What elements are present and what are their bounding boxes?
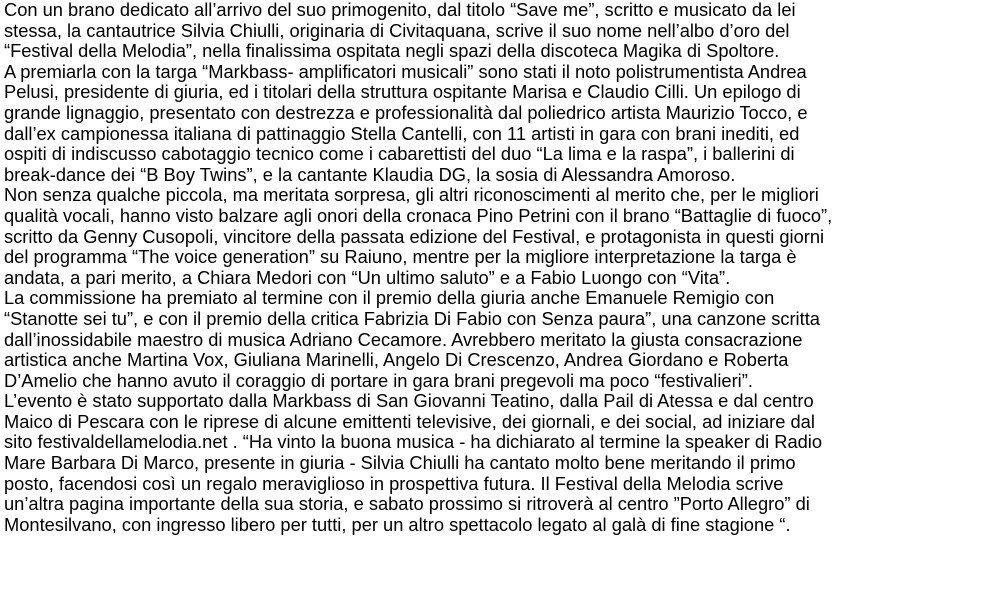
article-body <box>4 0 998 535</box>
article-line: L’evento è stato supportato dalla Markbass di San Giovanni Teatino, dalla Pail di Atessa e dal centro <box>4 390 814 412</box>
article-line: break-dance dei “B Boy Twins”, e la cantante Klaudia DG, la sosia di Alessandra Amoroso. <box>4 163 736 185</box>
article-line: Mare Barbara Di Marco, presente in giuria - Silvia Chiulli ha cantato molto bene meritando il primo <box>4 452 796 474</box>
article-line: posto, facendosi così un regalo meraviglioso in prospettiva futura. Il Festival della Melodia scrive <box>4 472 784 494</box>
article-line: Pelusi, presidente di giuria, ed i titolari della struttura ospitante Marisa e Claudio Cilli. Un epilogo di <box>4 81 801 103</box>
article-line: ospiti di indiscusso cabotaggio tecnico come i cabarettisti del duo “La lima e la raspa”, i ballerini di <box>4 143 795 165</box>
article-line: scritto da Genny Cusopoli, vincitore della passata edizione del Festival, e protagonista in questi giorni <box>4 225 825 247</box>
article-line: “Stanotte sei tu”, e con il premio della critica Fabrizia Di Fabio con Senza paura”, una canzone scritta <box>4 307 820 329</box>
article-line: sito festivaldellamelodia.net . “Ha vinto la buona musica - ha dichiarato al termine la speaker di Radio <box>4 431 823 453</box>
article-line: La commissione ha premiato al termine con il premio della giuria anche Emanuele Remigio con <box>4 287 775 309</box>
article-line: qualità vocali, hanno visto balzare agli onori della cronaca Pino Petrini con il brano “Battaglie di fuoco”, <box>4 204 833 226</box>
article-line: Con un brano dedicato all’arrivo del suo primogenito, dal titolo “Save me”, scritto e musicato da lei <box>4 0 796 20</box>
article-line: Non senza qualche piccola, ma meritata sorpresa, gli altri riconoscimenti al merito che, per le migliori <box>4 184 819 206</box>
article-line: artistica anche Martina Vox, Giuliana Marinelli, Angelo Di Crescenzo, Andrea Giordano e Roberta <box>4 349 789 371</box>
article-line: “Festival della Melodia”, nella finalissima ospitata negli spazi della discoteca Magika di Spoltore. <box>4 40 780 62</box>
article-line: andata, a pari merito, a Chiara Medori con “Un ultimo saluto” e a Fabio Luongo con “Vita”. <box>4 266 731 288</box>
article-line: D’Amelio che hanno avuto il coraggio di portare in gara brani pregevoli ma poco “festivalieri”. <box>4 369 753 391</box>
article-line: dall’inossidabile maestro di musica Adriano Cecamore. Avrebbero meritato la giusta consacrazione <box>4 328 803 350</box>
article-line: dall’ex campionessa italiana di pattinaggio Stella Cantelli, con 11 artisti in gara con brani inediti, ed <box>4 122 800 144</box>
article-line: stessa, la cantautrice Silvia Chiulli, originaria di Civitaquana, scrive il suo nome nell’albo d’oro del <box>4 19 790 41</box>
article-line: Maico di Pescara con le riprese di alcune emittenti televisive, dei giornali, e dei social, ad iniziare dal <box>4 410 815 432</box>
article-line: Montesilvano, con ingresso libero per tutti, per un altro spettacolo legato al galà di fine stagione “. <box>4 513 791 535</box>
article-line: A premiarla con la targa “Markbass- amplificatori musicali” sono stati il noto polistrumentista Andrea <box>4 60 807 82</box>
article-line: un’altra pagina importante della sua storia, e sabato prossimo si ritroverà al centro ”Porto Allegro” di <box>4 493 810 515</box>
article-line: grande lignaggio, presentato con destrezza e professionalità dal poliedrico artista Maurizio Tocco, e <box>4 101 808 123</box>
article-line: del programma “The voice generation” su Raiuno, mentre per la migliore interpretazione la targa è <box>4 246 797 268</box>
